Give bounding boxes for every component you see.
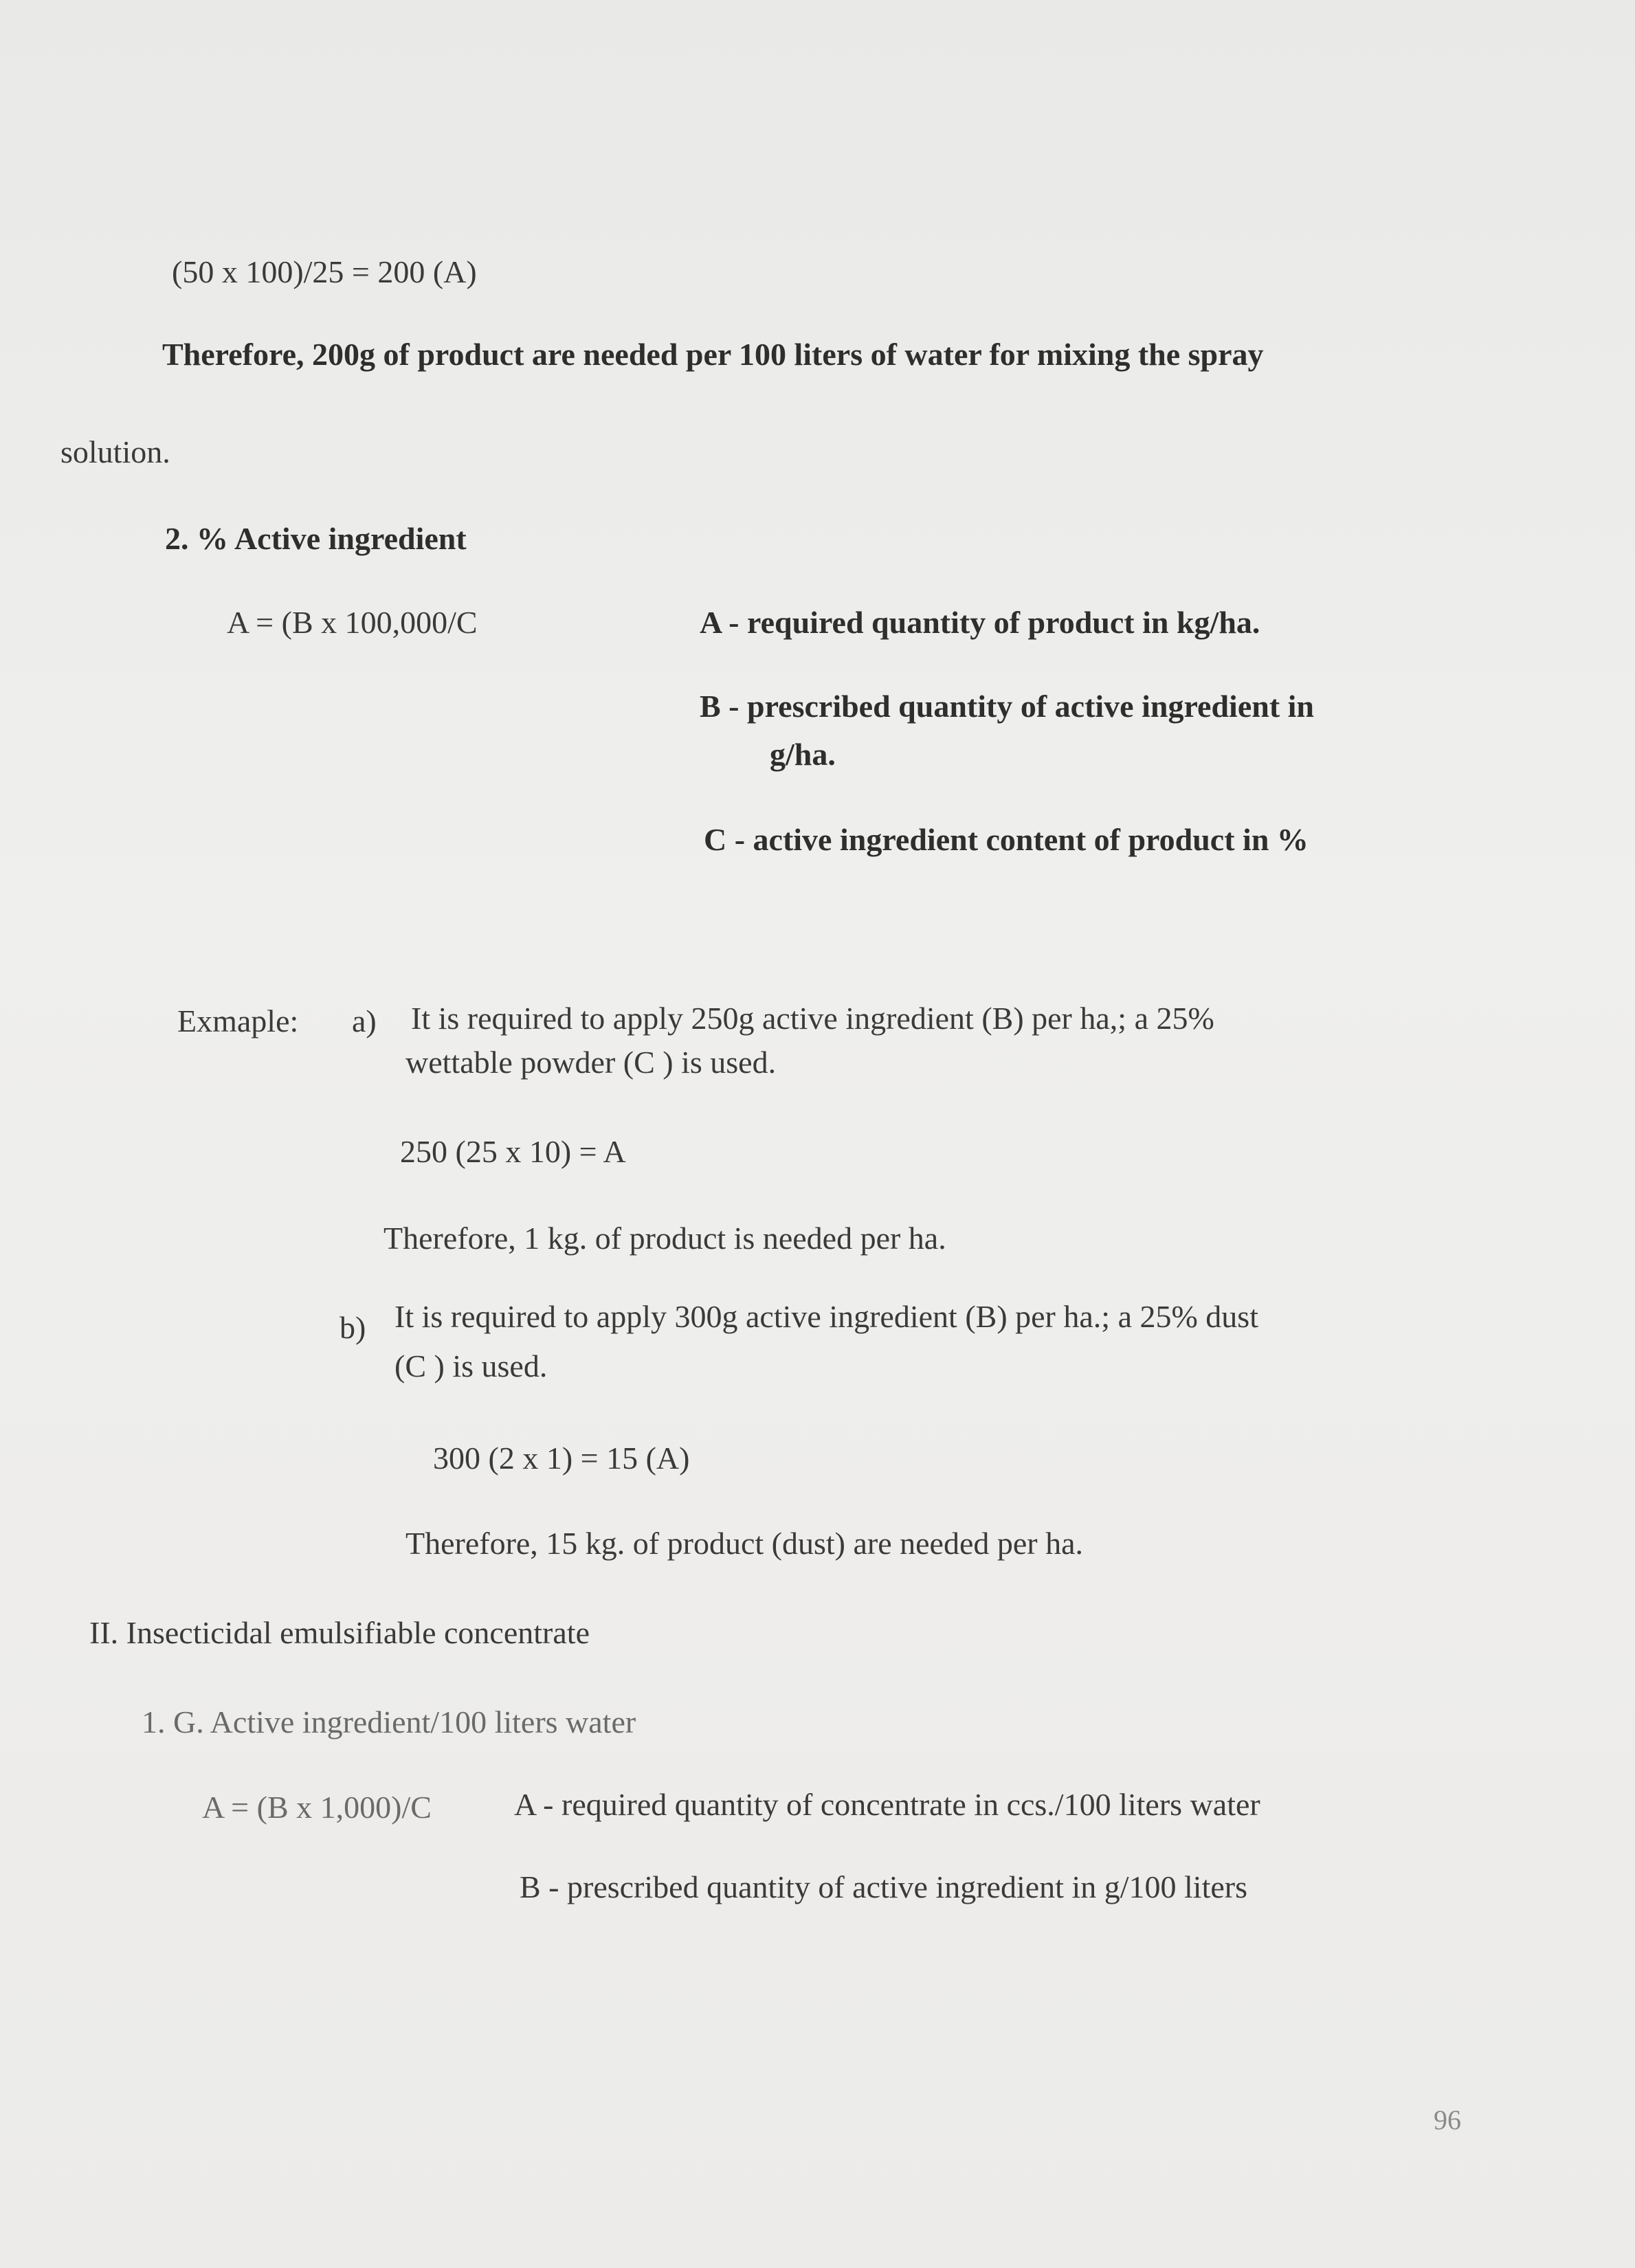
def-b-ingredient: B - prescribed quantity of active ingredient in g/100 liters	[520, 1869, 1247, 1904]
def-b-line-2: g/ha.	[770, 737, 836, 772]
example-label: Exmaple:	[177, 1003, 299, 1038]
example-b-line-1: It is required to apply 300g active ingredient (B) per ha.; a 25% dust	[394, 1299, 1258, 1334]
section-2-heading: 2. % Active ingredient	[165, 521, 467, 556]
example-a-calc: 250 (25 x 10) = A	[400, 1134, 626, 1169]
formula-top: (50 x 100)/25 = 200 (A)	[172, 254, 477, 289]
section-2-formula: A = (B x 100,000/C	[227, 605, 478, 640]
def-a-product: A - required quantity of product in kg/ha.	[700, 605, 1260, 640]
example-a-line-2: wettable powder (C ) is used.	[405, 1045, 777, 1080]
therefore-spray-line-2: solution.	[60, 434, 170, 469]
example-a-result: Therefore, 1 kg. of product is needed per ha.	[383, 1221, 946, 1256]
example-a-line-1: It is required to apply 250g active ingredient (B) per ha,; a 25%	[411, 1001, 1214, 1036]
example-b-marker: b)	[340, 1310, 366, 1345]
example-b-result: Therefore, 15 kg. of product (dust) are needed per ha.	[405, 1526, 1084, 1561]
section-ii-heading: II. Insecticidal emulsifiable concentrate	[89, 1615, 590, 1650]
example-b-calc: 300 (2 x 1) = 15 (A)	[433, 1441, 690, 1476]
def-a-concentrate: A - required quantity of concentrate in ccs./100 liters water	[514, 1787, 1260, 1822]
def-c-content: C - active ingredient content of product in %	[704, 822, 1309, 857]
example-a-marker: a)	[352, 1003, 377, 1038]
example-b-line-2: (C ) is used.	[394, 1348, 548, 1383]
section-ii-subheading: 1. G. Active ingredient/100 liters water	[142, 1704, 636, 1739]
def-b-line-1: B - prescribed quantity of active ingredient in	[700, 689, 1315, 724]
therefore-spray-line-1: Therefore, 200g of product are needed per 100 liters of water for mixing the spray	[162, 337, 1264, 372]
section-ii-formula: A = (B x 1,000)/C	[202, 1790, 432, 1825]
page-number: 96	[1434, 2104, 1461, 2135]
